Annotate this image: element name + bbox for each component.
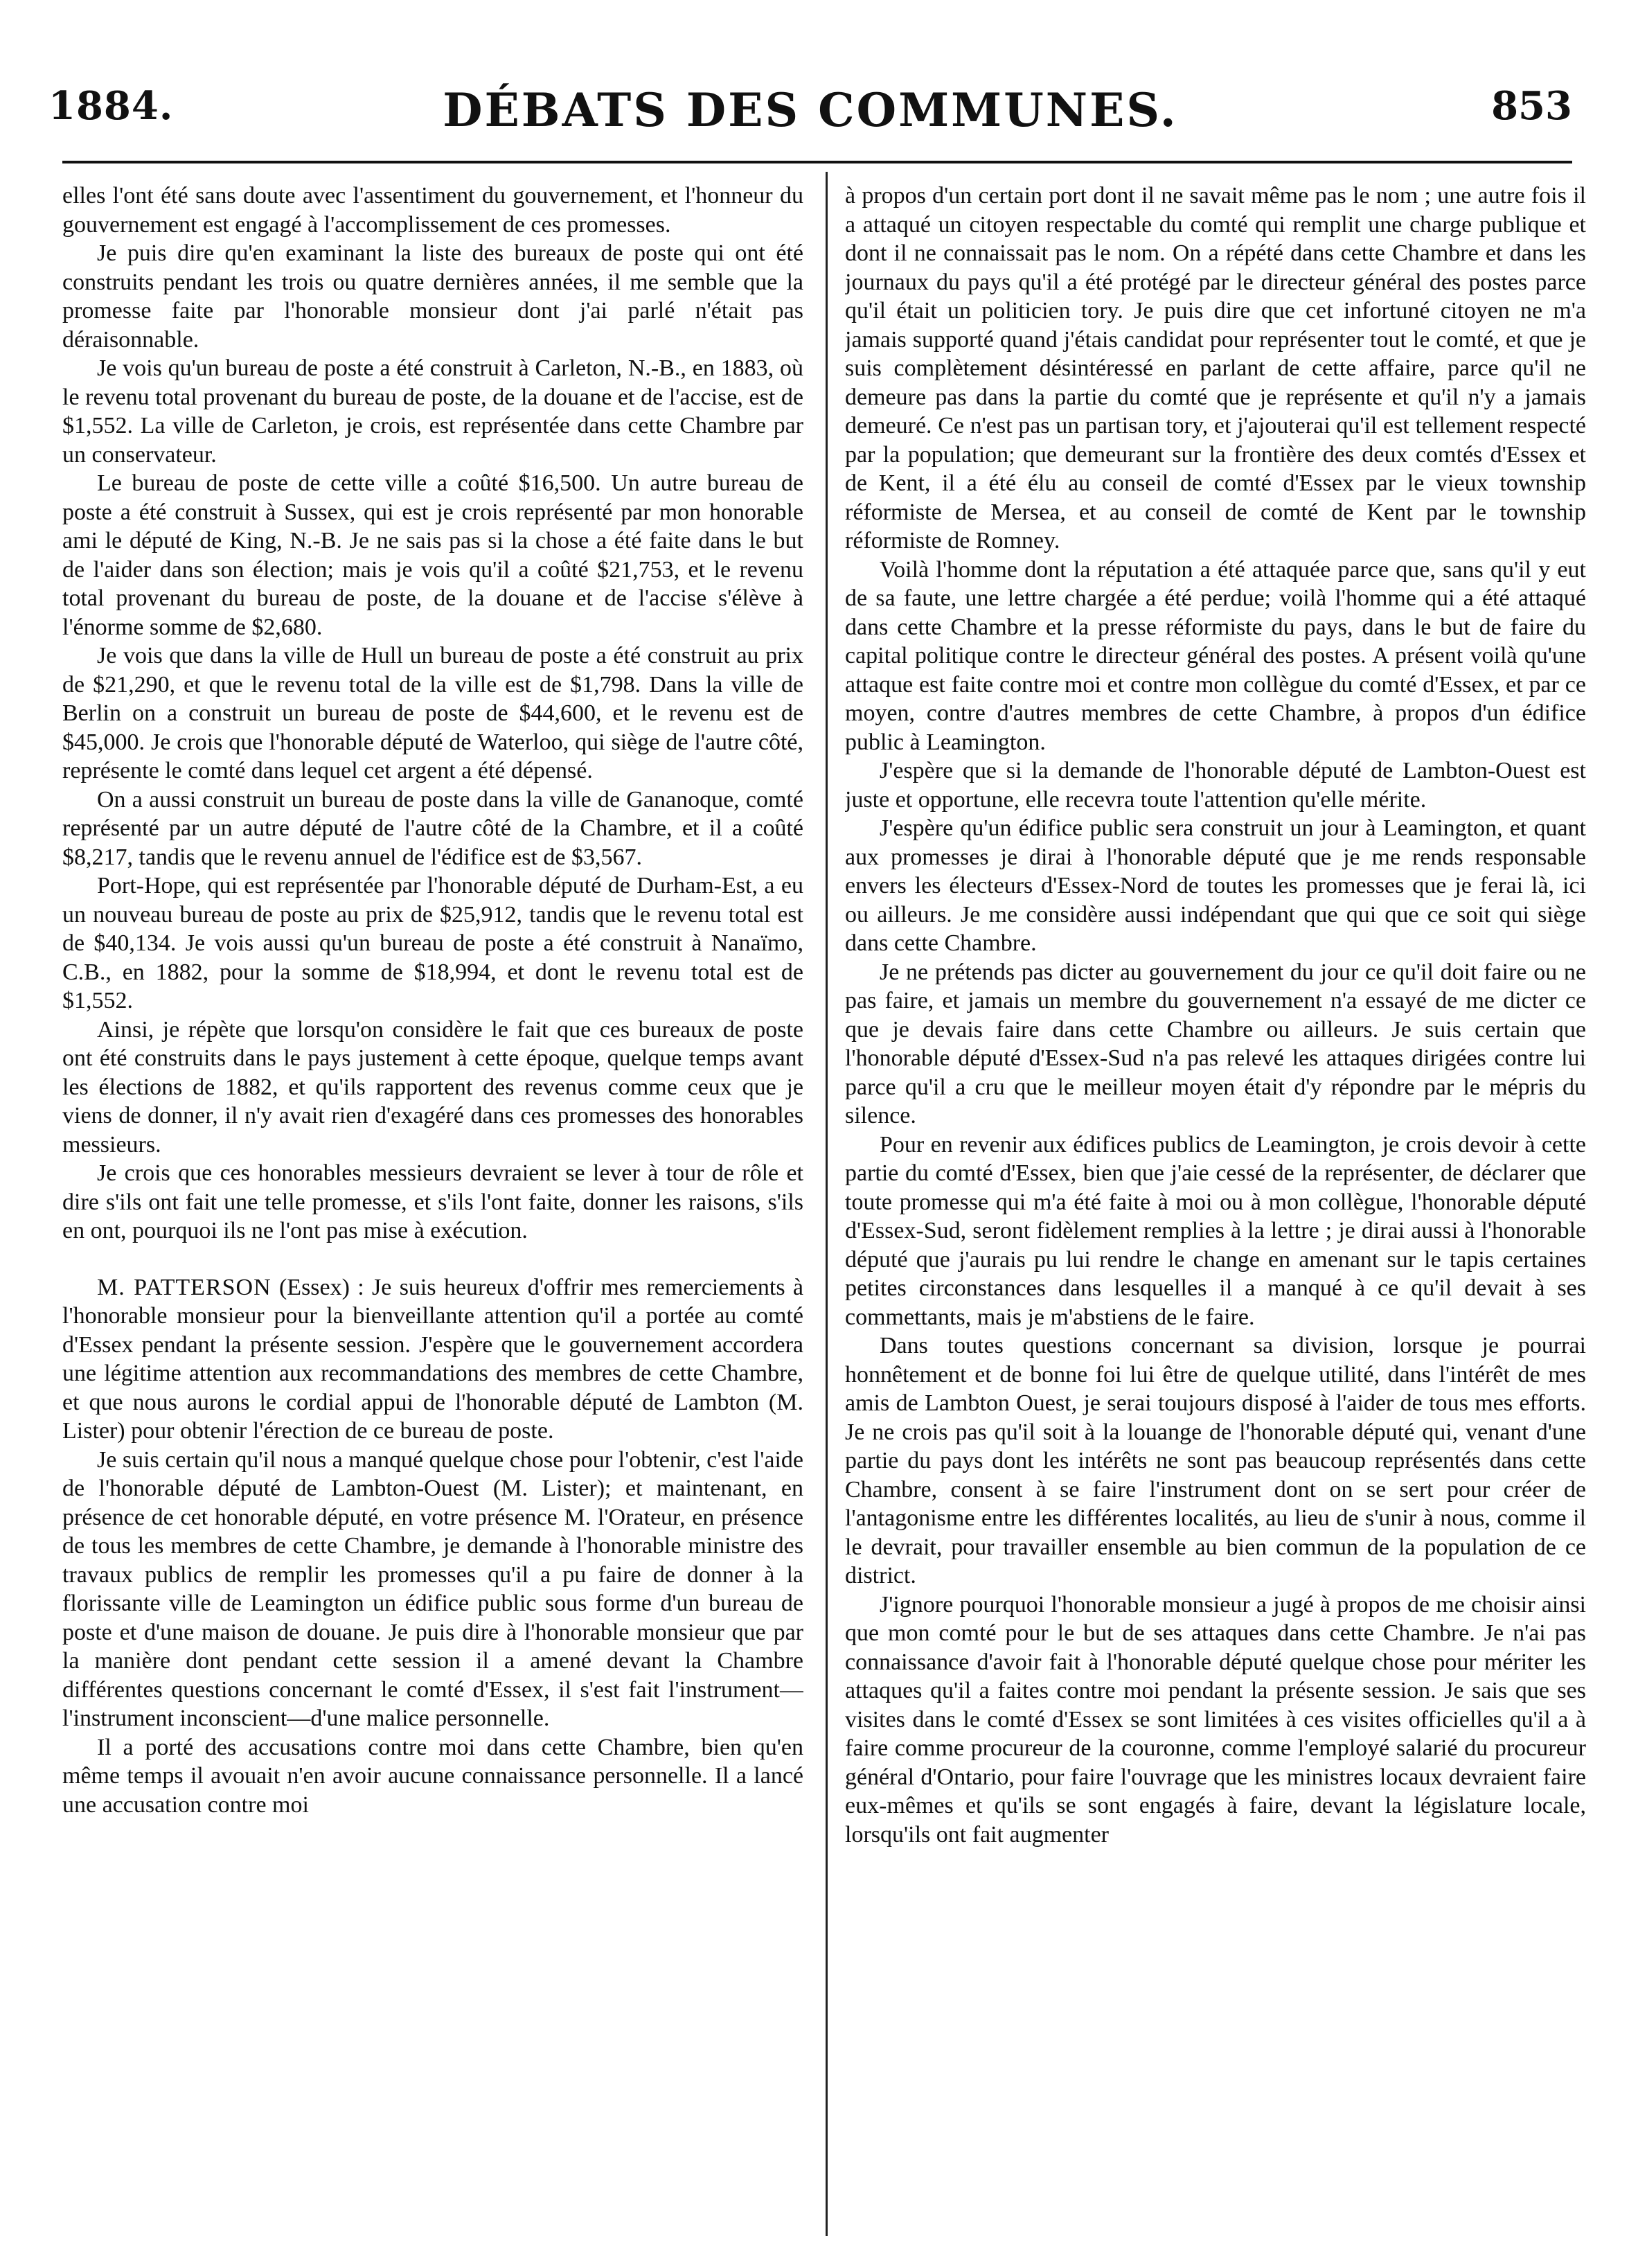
left-paragraph-4: Le bureau de poste de cette ville a coûté $16,500. Un autre bureau de poste a été construit à Sussex, qui est je crois représenté par mon honorable ami le député de King, N.-B. Je ne sais pas si la chose a été faite dans le but de l'aider dans son élection; mais je vois qu'il a coûté $21,753, et le revenu total provenant du bureau de poste, de la douane et de l'accise s'élève à l'énorme somme de $2,680. xyxy=(62,470,803,640)
right-paragraph-3: J'espère que si la demande de l'honorable député de Lambton-Ouest est juste et opportune, elle recevra toute l'attention qu'elle mérite. xyxy=(845,758,1586,813)
right-column xyxy=(845,181,1586,2232)
section-gap xyxy=(62,1246,803,1273)
header-rule xyxy=(62,161,1572,163)
page-header xyxy=(48,83,1572,145)
left-paragraph-3: Je vois qu'un bureau de poste a été construit à Carleton, N.-B., en 1883, où le revenu total provenant du bureau de poste, de la douane et de l'accise, est de $1,552. La ville de Carleton, je crois, est représentée dans cette Chambre par un conservateur. xyxy=(62,355,803,468)
right-paragraph-2: Voilà l'homme dont la réputation a été attaquée parce que, sans qu'il y eut de sa faute, une lettre chargée a été perdue; voilà l'homme qui a été attaqué dans cette Chambre et la presse réformiste du pays, dans le but de faire du capital politique contre le directeur général des postes. A présent voilà qu'une attaque est faite contre moi et contre mon collègue du comté d'Essex, et par ce moyen, contre d'autres membres de cette Chambre, à propos d'un édifice public à Leamington. xyxy=(845,556,1586,755)
header-year: 1884. xyxy=(48,83,174,129)
column-divider xyxy=(826,172,828,2236)
left-paragraph-6: On a aussi construit un bureau de poste dans la ville de Gananoque, comté représenté par un autre député de l'autre côté de la Chambre, et il a coûté $8,217, tandis que le revenu annuel de l'édifice est de $3,567. xyxy=(62,786,803,870)
left-paragraph-9: Je crois que ces honorables messieurs devraient se lever à tour de rôle et dire s'ils ont fait une telle promesse, et s'ils l'ont faite, donner les raisons, s'ils en ont, pourquoi ils ne l'ont pas mise à exécution. xyxy=(62,1160,803,1243)
left-paragraph-1: elles l'ont été sans doute avec l'assentiment du gouvernement, et l'honneur du gouvernement est engagé à l'accomplissement de ces promesses. xyxy=(62,183,803,238)
header-title: DÉBATS DES COMMUNES. xyxy=(443,83,1178,137)
speaker-text: (Essex) : Je suis heureux d'offrir mes remerciements à l'honorable monsieur pour la bienveillante attention qu'il a portée au comté d'Essex pendant la présente session. J'espère que le gouvernement accordera une légitime attention aux recommandations des membres de cette Chambre, et que nous aurons le cordial appui de l'honorable député de Lambton (M. Lister) pour obtenir l'érection de ce bureau de poste. xyxy=(62,1274,803,1444)
right-paragraph-6: Pour en revenir aux édifices publics de Leamington, je crois devoir à cette partie du comté d'Essex, bien que j'aie cessé de la représenter, de déclarer que toute promesse qui m'a été faite à moi ou à mon collègue, l'honorable député d'Essex-Sud, seront fidèlement remplies à la lettre ; je dirai aussi à l'honorable député que j'aurais pu lui rendre le change en amenant sur le tapis certaines petites circonstances dans lesquelles il a manqué à ce qu'il devait à ses commettants, mais je m'abstiens de le faire. xyxy=(845,1131,1586,1330)
right-paragraph-5: Je ne prétends pas dicter au gouvernement du jour ce qu'il doit faire ou ne pas faire, et jamais un membre du gouvernement n'a essayé de me dicter ce que je devais faire dans cette Chambre ou ailleurs. Je suis certain que l'honorable député d'Essex-Sud n'a pas relevé les attaques dirigées contre lui parce qu'il a cru que le meilleur moyen était d'y répondre par le mépris du silence. xyxy=(845,959,1586,1128)
left-paragraph-8: Ainsi, je répète que lorsqu'on considère le fait que ces bureaux de poste ont été construits dans le pays justement à cette époque, quelque temps avant les élections de 1882, et qu'ils rapportent des revenus comme ceux que je viens de donner, il n'y avait rien d'exagéré dans ces promesses des honorables messieurs. xyxy=(62,1016,803,1158)
header-page-number: 853 xyxy=(1491,83,1572,129)
speaker-name: M. PATTERSON xyxy=(97,1274,271,1300)
right-paragraph-1: à propos d'un certain port dont il ne savait même pas le nom ; une autre fois il a attaqué un citoyen respectable du comté qui remplit une charge publique et dont il ne connaissait pas le nom. On a répété dans cette Chambre et dans les journaux du pays qu'il a été protégé par le directeur général des postes parce qu'il était un politicien tory. Je puis dire que cet infortuné citoyen ne m'a jamais supporté quand j'étais candidat pour représenter tout le comté, et que je suis complètement désintéressé en parlant de cette affaire, parce qu'il ne demeure pas dans la partie du comté que je représente et qu'il n'y a jamais demeuré. Ce n'est pas un partisan tory, et j'ajouterai qu'il est tellement respecté par la population; que demeurant sur la frontière des deux comtés d'Essex et de Kent, il a été élu au conseil de comté d'Essex par le vieux township réformiste de Mersea, et au conseil de comté de Kent par le township réformiste de Romney. xyxy=(845,183,1586,553)
right-paragraph-4: J'espère qu'un édifice public sera construit un jour à Leamington, et quant aux promesses je dirai à l'honorable député que je me rends responsable envers les électeurs d'Essex-Nord de toutes les promesses que je ferai là, ici ou ailleurs. Je me considère aussi indépendant que qui que ce soit qui siège dans cette Chambre. xyxy=(845,815,1586,956)
right-paragraph-7: Dans toutes questions concernant sa division, lorsque je pourrai honnêtement et de bonne foi lui être de quelque utilité, dans l'intérêt de mes amis de Lambton Ouest, je serai toujours disposé à l'aider de tous mes efforts. Je ne crois pas qu'il soit à la louange de l'honorable député qui, venant d'une partie du pays dont les intérêts ne sont pas beaucoup représentés dans cette Chambre, consent à se faire l'instrument dont on se sert pour créer de l'antagonisme entre les différentes localités, au lieu de s'unir à nous, comme il le devrait, pour travailler ensemble au bien commun de la population de ce district. xyxy=(845,1333,1586,1588)
left-paragraph-11: Je suis certain qu'il nous a manqué quelque chose pour l'obtenir, c'est l'aide de l'honorable député de Lambton-Ouest (M. Lister); et maintenant, en présence de cet honorable député, en votre présence M. l'Orateur, en présence de tous les membres de cette Chambre, je demande à l'honorable ministre des travaux publics de remplir les promesses qu'il a pu faire de donner à la florissante ville de Leamington un édifice public sous forme d'un bureau de poste et d'une maison de douane. Je puis dire à l'honorable monsieur que par la manière dont pendant cette session il a amené devant la Chambre différentes questions concernant le comté d'Essex, il s'est fait l'instrument—l'instrument inconscient—d'une malice personnelle. xyxy=(62,1446,803,1731)
speaker-paragraph xyxy=(62,1273,803,1446)
right-paragraph-8: J'ignore pourquoi l'honorable monsieur a jugé à propos de me choisir ainsi que mon comté pour le but de ses attaques dans cette Chambre. Je n'ai pas connaissance d'avoir fait à l'honorable député quelque chose pour mériter les attaques qu'il a faites contre moi pendant la présente session. Je sais que ses visites dans le comté d'Essex se sont limitées à ces visites officielles qu'il a à faire comme procureur de la couronne, comme l'employé salarié du procureur général d'Ontario, pour faire l'ouvrage que les ministres locaux devraient faire eux-mêmes et qu'ils se sont engagés à faire, devant la législature locale, lorsqu'ils ont fait augmenter xyxy=(845,1591,1586,1848)
left-paragraph-7: Port-Hope, qui est représentée par l'honorable député de Durham-Est, a eu un nouveau bureau de poste au prix de $25,912, tandis que le revenu total est de $40,134. Je vois aussi qu'un bureau de poste a été construit à Nanaïmo, C.B., en 1882, pour la somme de $18,994, et dont le revenu total est de $1,552. xyxy=(62,873,803,1013)
left-paragraph-5: Je vois que dans la ville de Hull un bureau de poste a été construit au prix de $21,290, et que le revenu total de la ville est de $1,798. Dans la ville de Berlin on a construit un bureau de poste de $44,600, et le revenu est de $45,000. Je crois que l'honorable député de Waterloo, qui siège de l'autre côté, représente le comté dans lequel cet argent a été dépensé. xyxy=(62,643,803,783)
left-paragraph-2: Je puis dire qu'en examinant la liste des bureaux de poste qui ont été construits pendant les trois ou quatre dernières années, il me semble que la promesse faite par l'honorable monsieur dont j'ai parlé n'était pas déraisonnable. xyxy=(62,240,803,353)
left-paragraph-12: Il a porté des accusations contre moi dans cette Chambre, bien qu'en même temps il avouait n'en avoir aucune connaissance personnelle. Il a lancé une accusation contre moi xyxy=(62,1734,803,1818)
left-column xyxy=(62,181,803,2232)
